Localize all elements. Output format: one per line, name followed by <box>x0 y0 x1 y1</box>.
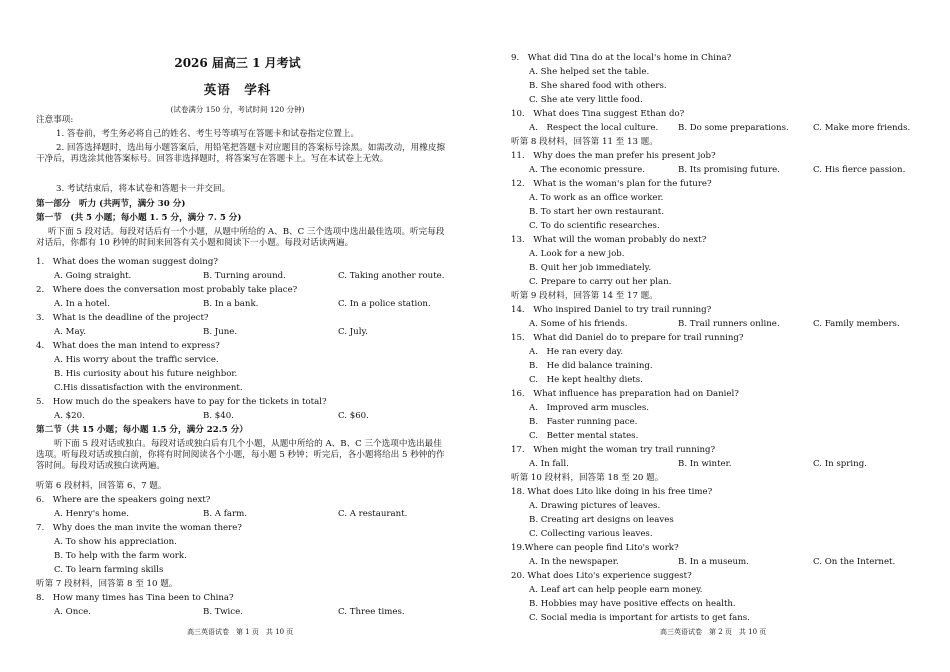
option-a: A. To show his appreciation. <box>54 537 177 547</box>
notice-item-3: 3. 考试结束后，将本试卷和答题卡一并交回。 <box>56 184 231 194</box>
option-a: A. May. <box>54 327 87 337</box>
option-a: A. Drawing pictures of leaves. <box>529 501 661 511</box>
passage-note-9: 听第 9 段材料，回答第 14 至 17 题。 <box>511 291 658 301</box>
option-c: C. Prepare to carry out her plan. <box>529 277 672 287</box>
option-a: A. In fall. <box>529 459 569 469</box>
question-19: 19.Where can people find Lito's work? <box>511 543 679 553</box>
option-a: A. The economic pressure. <box>529 165 645 175</box>
page-right <box>475 0 950 672</box>
passage-note-8: 听第 8 段材料，回答第 11 至 13 题。 <box>511 137 658 147</box>
option-c: C. A restaurant. <box>338 509 408 519</box>
option-a: A. In the newspaper. <box>529 557 619 567</box>
option-a: A. He ran every day. <box>529 347 624 357</box>
question-18: 18. What does Lito like doing in his free time? <box>511 487 713 497</box>
option-a: A. Leaf art can help people earn money. <box>529 585 703 595</box>
option-c: C. Collecting various leaves. <box>529 529 653 539</box>
section1-instructions: 听下面 5 段对话。每段对话后有一个小题，从题中所给的 A、B、C 三个选项中选出最佳选项。听完每段对话后，你都有 10 秒钟的时间来回答有关小题和阅读下一小题。每段对话读两遍。 <box>36 227 445 248</box>
option-a: A. To work as an office worker. <box>529 193 664 203</box>
option-b: B. A farm. <box>203 509 248 519</box>
question-11: 11. Why does the man prefer his present job? <box>511 151 716 161</box>
option-b: B. His curiosity about his future neighbor. <box>54 369 238 379</box>
option-b: B. To start her own restaurant. <box>529 207 664 217</box>
page-footer: 高三英语试卷 第 1 页 共 10 页 <box>187 628 294 636</box>
option-c: C. On the Internet. <box>813 557 896 567</box>
question-9: 9. What did Tina do at the local's home in China? <box>511 53 732 63</box>
option-b: B. Faster running pace. <box>529 417 638 427</box>
option-a: A. $20. <box>54 411 85 421</box>
notice-heading: 注意事项: <box>36 115 74 125</box>
question-16: 16. What influence has preparation had on Daniel? <box>511 389 739 399</box>
option-b: B. Quit her job immediately. <box>529 263 652 273</box>
notice-item-2: 2. 回答选择题时，选出每小题答案后，用铅笔把答题卡对应题目的答案标号涂黑。如需改动，用橡皮擦干净后，再选涂其他答案标号。回答非选择题时，将答案写在答题卡上。写在本试卷上无效。 <box>36 143 446 164</box>
question-14: 14. Who inspired Daniel to try trail running? <box>511 305 712 315</box>
option-c: C. July. <box>338 327 368 337</box>
question-2: 2. Where does the conversation most probably take place? <box>36 285 298 295</box>
question-5: 5. How much do the speakers have to pay for the tickets in total? <box>36 397 327 407</box>
option-c: C. Make more friends. <box>813 123 911 133</box>
question-12: 12. What is the woman's plan for the future? <box>511 179 712 189</box>
option-a: A. Some of his friends. <box>529 319 628 329</box>
option-a: A. She helped set the table. <box>529 67 650 77</box>
exam-title: 2026 届高三 1 月考试 <box>174 56 301 70</box>
option-b: B. She shared food with others. <box>529 81 667 91</box>
option-a: A. His worry about the traffic service. <box>54 355 219 365</box>
option-b: B. To help with the farm work. <box>54 551 187 561</box>
question-3: 3. What is the deadline of the project? <box>36 313 209 323</box>
option-c: C. In spring. <box>813 459 867 469</box>
option-c: C. He kept healthy diets. <box>529 375 643 385</box>
option-a: A. Henry's home. <box>54 509 129 519</box>
option-a: A. Going straight. <box>54 271 132 281</box>
option-c: C. Taking another route. <box>338 271 445 281</box>
section2-heading: 第二节（共 15 小题；每小题 1.5 分，满分 22.5 分） <box>36 425 248 435</box>
exam-info: (试卷满分 150 分，考试时间 120 分钟) <box>170 105 305 114</box>
option-c: C. His fierce passion. <box>813 165 906 175</box>
question-15: 15. What did Daniel do to prepare for trail running? <box>511 333 744 343</box>
question-1: 1. What does the woman suggest doing? <box>36 257 218 267</box>
question-10: 10. What does Tina suggest Ethan do? <box>511 109 685 119</box>
option-c: C. To do scientific researches. <box>529 221 660 231</box>
question-20: 20. What does Lito's experience suggest? <box>511 571 692 581</box>
option-a: A. Look for a new job. <box>529 249 625 259</box>
passage-note-6: 听第 6 段材料，回答第 6、7 题。 <box>36 481 167 491</box>
option-b: B. In winter. <box>678 459 732 469</box>
question-7: 7. Why does the man invite the woman there? <box>36 523 242 533</box>
option-b: B. In a museum. <box>678 557 749 567</box>
option-c: C. Three times. <box>338 607 405 617</box>
option-c: C. To learn farming skills <box>54 565 164 575</box>
option-c: C. $60. <box>338 411 369 421</box>
option-b: B. He did balance training. <box>529 361 653 371</box>
page-footer: 高三英语试卷 第 2 页 共 10 页 <box>660 628 767 636</box>
option-c: C. She ate very little food. <box>529 95 643 105</box>
option-b: B. Trail runners online. <box>678 319 780 329</box>
option-c: C.His dissatisfaction with the environment. <box>54 383 243 393</box>
notice-item-1: 1. 答卷前，考生务必将自己的姓名、考生号等填写在答题卡和试卷指定位置上。 <box>56 129 360 139</box>
question-17: 17. When might the woman try trail running? <box>511 445 716 455</box>
option-c: C. Better mental states. <box>529 431 639 441</box>
option-c: C. Social media is important for artists to get fans. <box>529 613 750 623</box>
section1-heading: 第一节 (共 5 小题；每小题 1. 5 分，满分 7. 5 分) <box>36 213 242 223</box>
question-13: 13. What will the woman probably do next? <box>511 235 707 245</box>
option-b: B. Its promising future. <box>678 165 781 175</box>
option-b: B. $40. <box>203 411 234 421</box>
option-a: A. Once. <box>54 607 91 617</box>
option-b: B. Turning around. <box>203 271 286 281</box>
option-c: C. Family members. <box>813 319 900 329</box>
option-b: B. In a bank. <box>203 299 259 309</box>
passage-note-7: 听第 7 段材料，回答第 8 至 10 题。 <box>36 579 178 589</box>
option-b: B. Creating art designs on leaves <box>529 515 674 525</box>
option-a: A. In a hotel. <box>54 299 110 309</box>
question-6: 6. Where are the speakers going next? <box>36 495 211 505</box>
option-b: B. Twice. <box>203 607 243 617</box>
passage-note-10: 听第 10 段材料，回答第 18 至 20 题。 <box>511 473 664 483</box>
subject-title: 英语 学科 <box>203 82 272 97</box>
option-a: A. Improved arm muscles. <box>529 403 650 413</box>
part1-heading: 第一部分 听力 (共两节，满分 30 分) <box>36 199 186 209</box>
option-b: B. June. <box>203 327 238 337</box>
option-b: B. Hobbies may have positive effects on health. <box>529 599 736 609</box>
option-b: B. Do some preparations. <box>678 123 789 133</box>
section2-instructions: 听下面 5 段对话或独白。每段对话或独白后有几个小题，从题中所给的 A、B、C 三个选项中选出最佳选项。听每段对话或独白前，你将有时间阅读各个小题，每小题 5 秒钟；听完后，各小题将给出 5 秒钟的作答时间。每段对话或独白读两遍。 <box>36 439 445 471</box>
option-c: C. In a police station. <box>338 299 431 309</box>
question-8: 8. How many times has Tina been to China? <box>36 593 234 603</box>
option-a: A. Respect the local culture. <box>529 123 659 133</box>
question-4: 4. What does the man intend to express? <box>36 341 220 351</box>
